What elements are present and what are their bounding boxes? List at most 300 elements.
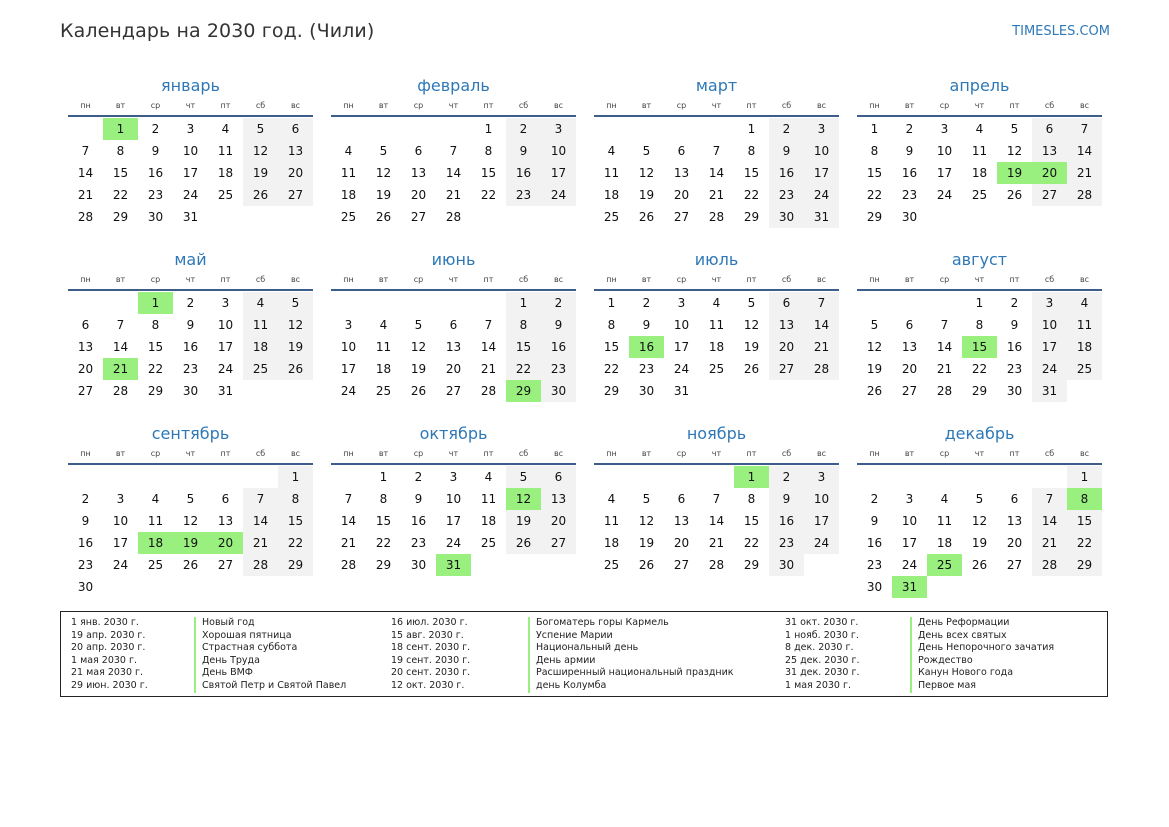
day-cell: 3	[804, 118, 839, 140]
day-cell: 28	[708, 558, 725, 572]
day-cell: 8	[870, 144, 879, 158]
day-cell: 30	[901, 210, 918, 224]
day-cell: 12	[743, 318, 760, 332]
month-6	[331, 248, 576, 422]
weekday-label: сб	[781, 275, 792, 284]
weekday-header	[68, 446, 313, 465]
day-cell: 24	[1032, 358, 1067, 380]
empty-cell	[208, 466, 243, 488]
day-cell: 23	[866, 558, 883, 572]
empty-cell	[892, 466, 927, 488]
day-cell: 20	[541, 510, 576, 532]
day-cell: 2	[769, 118, 804, 140]
day-cell: 3	[344, 318, 353, 332]
weekday-label: пт	[483, 275, 494, 284]
page-title: Календарь на 2030 год. (Чили)	[60, 20, 375, 42]
weekday-label: чт	[448, 275, 459, 284]
day-cell: 12	[243, 140, 278, 162]
day-cell: 24	[112, 558, 129, 572]
day-cell: 6	[81, 318, 90, 332]
weekday-label: сб	[1044, 275, 1055, 284]
weekday-label: чт	[711, 449, 722, 458]
day-cell: 15	[112, 166, 129, 180]
day-cell: 10	[901, 514, 918, 528]
day-cell: 12	[375, 166, 392, 180]
day-cell: 22	[278, 532, 313, 554]
day-cell: 2	[1010, 296, 1019, 310]
empty-cell	[68, 118, 103, 140]
day-cell: 1	[1067, 466, 1102, 488]
day-cell: 3	[186, 122, 195, 136]
day-cell: 14	[804, 314, 839, 336]
weekday-label: ср	[939, 449, 950, 458]
weekday-label: пн	[869, 101, 880, 110]
weekday-label: вс	[290, 275, 301, 284]
day-cell: 25	[147, 558, 164, 572]
legend-dates-col-3	[785, 617, 860, 693]
empty-cell	[927, 292, 962, 314]
day-cell: 18	[375, 362, 392, 376]
day-cell: 13	[217, 514, 234, 528]
day-cell: 20	[445, 362, 462, 376]
month-name: июнь	[431, 250, 476, 269]
month-name: декабрь	[944, 424, 1015, 443]
empty-cell	[857, 292, 892, 314]
legend-date: 29 июн. 2030 г.	[71, 679, 148, 691]
day-cell: 4	[607, 492, 616, 506]
day-cell: 19	[375, 188, 392, 202]
day-cell: 26	[638, 558, 655, 572]
day-cell: 21	[1067, 162, 1102, 184]
day-cell: 27	[673, 558, 690, 572]
day-cell: 18	[480, 514, 497, 528]
weekday-label: сб	[255, 449, 266, 458]
month-name: август	[951, 250, 1008, 269]
legend-names-col-1	[194, 617, 346, 693]
day-cell: 28	[1067, 184, 1102, 206]
day-cell: 27	[541, 532, 576, 554]
day-cell: 1	[278, 466, 313, 488]
day-cell: 6	[541, 466, 576, 488]
legend-date: 1 мая 2030 г.	[785, 679, 851, 691]
day-cell: 30	[77, 580, 94, 594]
day-cell: 14	[445, 166, 462, 180]
day-cell: 24	[445, 536, 462, 550]
day-cell: 5	[506, 466, 541, 488]
weekday-label: сб	[518, 101, 529, 110]
day-cell: 22	[603, 362, 620, 376]
day-cell: 11	[1067, 314, 1102, 336]
day-cell: 10	[340, 340, 357, 354]
legend-holiday-name: Успение Марии	[528, 630, 734, 643]
day-cell: 26	[375, 210, 392, 224]
day-cell: 27	[77, 384, 94, 398]
weekday-label: чт	[711, 101, 722, 110]
day-cell: 12	[182, 514, 199, 528]
legend-holiday-name: Канун Нового года	[910, 667, 1054, 680]
legend-holiday-name: День Реформации	[910, 617, 1054, 630]
day-cell: 30	[147, 210, 164, 224]
weekday-header	[594, 98, 839, 117]
day-cell: 19	[743, 340, 760, 354]
month-8	[857, 248, 1102, 422]
day-cell: 9	[506, 140, 541, 162]
day-cell: 11	[603, 514, 620, 528]
day-cell: 17	[340, 362, 357, 376]
day-cell: 8	[975, 318, 984, 332]
day-cell: 27	[278, 184, 313, 206]
legend-holiday-name: Рождество	[910, 655, 1054, 668]
day-cell: 6	[449, 318, 458, 332]
day-cell: 21	[804, 336, 839, 358]
weekday-label: ср	[676, 101, 687, 110]
day-cell: 23	[769, 184, 804, 206]
weekday-label: вт	[115, 101, 126, 110]
day-cell: 27	[901, 384, 918, 398]
day-cell: 8	[278, 488, 313, 510]
day-cell: 31	[673, 384, 690, 398]
weekday-label: ср	[413, 101, 424, 110]
day-cell: 27	[410, 210, 427, 224]
weekday-label: чт	[448, 449, 459, 458]
day-cell: 15	[866, 166, 883, 180]
weekday-label: вт	[904, 101, 915, 110]
day-cell: 18	[936, 536, 953, 550]
day-cell: 16	[769, 162, 804, 184]
day-cell: 19	[278, 336, 313, 358]
site-link[interactable]: TIMESLES.COM	[1012, 24, 1110, 39]
day-cell: 25	[603, 210, 620, 224]
day-cell: 2	[870, 492, 879, 506]
day-cell: 26	[506, 532, 541, 554]
weekday-label: пт	[1009, 275, 1020, 284]
weekday-label: вс	[816, 101, 827, 110]
day-cell: 6	[221, 492, 230, 506]
weekday-label: пн	[869, 275, 880, 284]
day-cell: 18	[708, 340, 725, 354]
weekday-header	[68, 98, 313, 117]
day-cell: 26	[1006, 188, 1023, 202]
empty-cell	[138, 466, 173, 488]
weekday-label: вт	[115, 275, 126, 284]
day-cell: 23	[638, 362, 655, 376]
day-grid	[594, 466, 839, 576]
day-cell: 1	[506, 292, 541, 314]
day-cell: 13	[1032, 140, 1067, 162]
day-cell: 20	[1006, 536, 1023, 550]
day-cell: 5	[379, 144, 388, 158]
weekday-label: пт	[220, 275, 231, 284]
legend-holiday-name: день Колумба	[528, 680, 734, 693]
day-cell: 7	[1032, 488, 1067, 510]
legend-holiday-name: Первое мая	[910, 680, 1054, 693]
day-cell: 28	[480, 384, 497, 398]
weekday-label: чт	[711, 275, 722, 284]
day-cell: 18	[217, 166, 234, 180]
legend-date: 1 нояб. 2030 г.	[785, 629, 859, 641]
day-cell: 30	[541, 380, 576, 402]
day-cell: 25	[375, 384, 392, 398]
day-cell: 17	[901, 536, 918, 550]
day-cell: 24	[541, 184, 576, 206]
month-1	[68, 74, 313, 248]
day-cell: 18	[603, 188, 620, 202]
day-cell: 28	[243, 554, 278, 576]
day-cell: 23	[769, 532, 804, 554]
holiday-day-cell: 1	[103, 118, 138, 140]
day-cell: 19	[971, 536, 988, 550]
day-cell: 2	[81, 492, 90, 506]
weekday-label: ср	[939, 101, 950, 110]
day-cell: 9	[151, 144, 160, 158]
day-cell: 5	[186, 492, 195, 506]
day-cell: 7	[344, 492, 353, 506]
day-cell: 9	[414, 492, 423, 506]
day-cell: 7	[484, 318, 493, 332]
weekday-label: пн	[606, 275, 617, 284]
day-cell: 4	[243, 292, 278, 314]
empty-cell	[594, 466, 629, 488]
holiday-day-cell: 15	[962, 336, 997, 358]
weekday-label: чт	[974, 449, 985, 458]
day-cell: 23	[410, 536, 427, 550]
holiday-day-cell: 19	[173, 532, 208, 554]
day-cell: 13	[673, 166, 690, 180]
weekday-label: пн	[80, 101, 91, 110]
day-cell: 16	[1006, 340, 1023, 354]
weekday-header	[594, 272, 839, 291]
day-cell: 3	[905, 492, 914, 506]
day-cell: 4	[940, 492, 949, 506]
day-cell: 5	[642, 492, 651, 506]
day-cell: 13	[410, 166, 427, 180]
day-cell: 23	[541, 358, 576, 380]
day-cell: 20	[769, 336, 804, 358]
month-11	[594, 422, 839, 596]
day-cell: 21	[77, 188, 94, 202]
weekday-label: вс	[290, 449, 301, 458]
day-cell: 10	[1032, 314, 1067, 336]
holiday-day-cell: 25	[927, 554, 962, 576]
day-cell: 21	[445, 188, 462, 202]
day-cell: 31	[1032, 380, 1067, 402]
empty-cell	[629, 466, 664, 488]
weekday-label: вт	[115, 449, 126, 458]
day-cell: 11	[708, 318, 725, 332]
day-cell: 12	[638, 166, 655, 180]
day-cell: 19	[410, 362, 427, 376]
months-grid	[68, 74, 1102, 596]
day-cell: 12	[638, 514, 655, 528]
weekday-label: сб	[1044, 101, 1055, 110]
month-3	[594, 74, 839, 248]
day-cell: 15	[743, 166, 760, 180]
day-cell: 30	[866, 580, 883, 594]
day-cell: 15	[603, 340, 620, 354]
legend-holiday-name: Святой Петр и Святой Павел	[194, 680, 346, 693]
day-cell: 2	[506, 118, 541, 140]
day-cell: 2	[905, 122, 914, 136]
day-cell: 9	[1010, 318, 1019, 332]
day-cell: 17	[182, 166, 199, 180]
weekday-label: вс	[1079, 275, 1090, 284]
weekday-label: пн	[80, 449, 91, 458]
day-cell: 27	[673, 210, 690, 224]
day-cell: 18	[243, 336, 278, 358]
day-cell: 27	[769, 358, 804, 380]
day-cell: 17	[673, 340, 690, 354]
day-grid	[68, 292, 313, 402]
day-cell: 28	[804, 358, 839, 380]
legend-date: 20 сент. 2030 г.	[391, 667, 471, 679]
day-cell: 30	[769, 206, 804, 228]
month-10	[331, 422, 576, 596]
weekday-label: сб	[781, 101, 792, 110]
legend-date: 31 дек. 2030 г.	[785, 667, 860, 679]
day-cell: 14	[708, 166, 725, 180]
day-cell: 26	[866, 384, 883, 398]
day-cell: 22	[1067, 532, 1102, 554]
day-cell: 12	[278, 314, 313, 336]
day-cell: 8	[747, 492, 756, 506]
day-cell: 30	[638, 384, 655, 398]
day-cell: 25	[708, 362, 725, 376]
day-cell: 21	[708, 536, 725, 550]
day-cell: 7	[804, 292, 839, 314]
day-cell: 7	[1067, 118, 1102, 140]
day-cell: 21	[1032, 532, 1067, 554]
legend-holiday-name: Богоматерь горы Кармель	[528, 617, 734, 630]
day-cell: 17	[445, 514, 462, 528]
weekday-header	[857, 446, 1102, 465]
empty-cell	[1032, 466, 1067, 488]
empty-cell	[892, 292, 927, 314]
day-cell: 17	[217, 340, 234, 354]
day-cell: 15	[278, 510, 313, 532]
day-cell: 4	[607, 144, 616, 158]
day-cell: 18	[971, 166, 988, 180]
day-cell: 20	[410, 188, 427, 202]
day-grid	[331, 292, 576, 402]
legend-date: 1 мая 2030 г.	[71, 654, 137, 666]
day-cell: 10	[673, 318, 690, 332]
day-cell: 26	[410, 384, 427, 398]
day-cell: 10	[804, 140, 839, 162]
day-cell: 5	[642, 144, 651, 158]
day-cell: 26	[971, 558, 988, 572]
weekday-label: вс	[1079, 101, 1090, 110]
day-grid	[68, 466, 313, 598]
day-cell: 22	[112, 188, 129, 202]
day-cell: 19	[506, 510, 541, 532]
day-cell: 19	[243, 162, 278, 184]
month-name: март	[695, 76, 738, 95]
day-cell: 29	[866, 210, 883, 224]
month-12	[857, 422, 1102, 596]
day-cell: 9	[186, 318, 195, 332]
legend-holiday-name: Расширенный национальный праздник	[528, 667, 734, 680]
day-cell: 22	[743, 188, 760, 202]
day-cell: 21	[340, 536, 357, 550]
day-cell: 5	[747, 296, 756, 310]
day-cell: 26	[278, 358, 313, 380]
holiday-legend	[60, 611, 1108, 697]
legend-date: 18 сент. 2030 г.	[391, 642, 471, 654]
day-cell: 4	[379, 318, 388, 332]
empty-cell	[699, 118, 734, 140]
day-cell: 11	[217, 144, 234, 158]
day-cell: 17	[541, 162, 576, 184]
day-cell: 11	[936, 514, 953, 528]
day-cell: 3	[1032, 292, 1067, 314]
day-cell: 4	[1067, 292, 1102, 314]
day-cell: 14	[1032, 510, 1067, 532]
day-cell: 3	[449, 470, 458, 484]
holiday-day-cell: 19	[997, 162, 1032, 184]
month-name: сентябрь	[151, 424, 230, 443]
day-cell: 22	[866, 188, 883, 202]
weekday-label: чт	[974, 275, 985, 284]
day-cell: 15	[743, 514, 760, 528]
day-cell: 15	[147, 340, 164, 354]
day-cell: 12	[971, 514, 988, 528]
day-grid	[331, 466, 576, 576]
legend-date: 31 окт. 2030 г.	[785, 617, 859, 628]
day-cell: 7	[712, 144, 721, 158]
day-cell: 10	[112, 514, 129, 528]
holiday-day-cell: 21	[103, 358, 138, 380]
weekday-label: ср	[413, 275, 424, 284]
empty-cell	[366, 118, 401, 140]
day-cell: 4	[484, 470, 493, 484]
day-cell: 6	[278, 118, 313, 140]
holiday-day-cell: 20	[208, 532, 243, 554]
day-cell: 25	[243, 358, 278, 380]
month-name: май	[174, 250, 207, 269]
day-cell: 28	[112, 384, 129, 398]
day-cell: 6	[414, 144, 423, 158]
day-cell: 25	[1067, 358, 1102, 380]
day-cell: 1	[975, 296, 984, 310]
empty-cell	[436, 118, 471, 140]
day-cell: 6	[1032, 118, 1067, 140]
day-cell: 13	[673, 514, 690, 528]
day-cell: 22	[147, 362, 164, 376]
empty-cell	[857, 466, 892, 488]
legend-holiday-name: День Труда	[194, 655, 346, 668]
weekday-label: пт	[220, 101, 231, 110]
day-cell: 13	[901, 340, 918, 354]
month-name: январь	[161, 76, 220, 95]
day-cell: 22	[971, 362, 988, 376]
weekday-header	[594, 446, 839, 465]
day-cell: 14	[936, 340, 953, 354]
day-cell: 2	[186, 296, 195, 310]
day-cell: 31	[182, 210, 199, 224]
month-4	[857, 74, 1102, 248]
day-cell: 18	[1067, 336, 1102, 358]
weekday-label: пт	[746, 449, 757, 458]
weekday-label: пн	[343, 101, 354, 110]
day-cell: 11	[147, 514, 164, 528]
day-cell: 24	[804, 532, 839, 554]
day-cell: 7	[449, 144, 458, 158]
day-cell: 27	[445, 384, 462, 398]
day-cell: 25	[480, 536, 497, 550]
day-cell: 17	[112, 536, 129, 550]
day-cell: 19	[866, 362, 883, 376]
day-cell: 1	[747, 122, 756, 136]
